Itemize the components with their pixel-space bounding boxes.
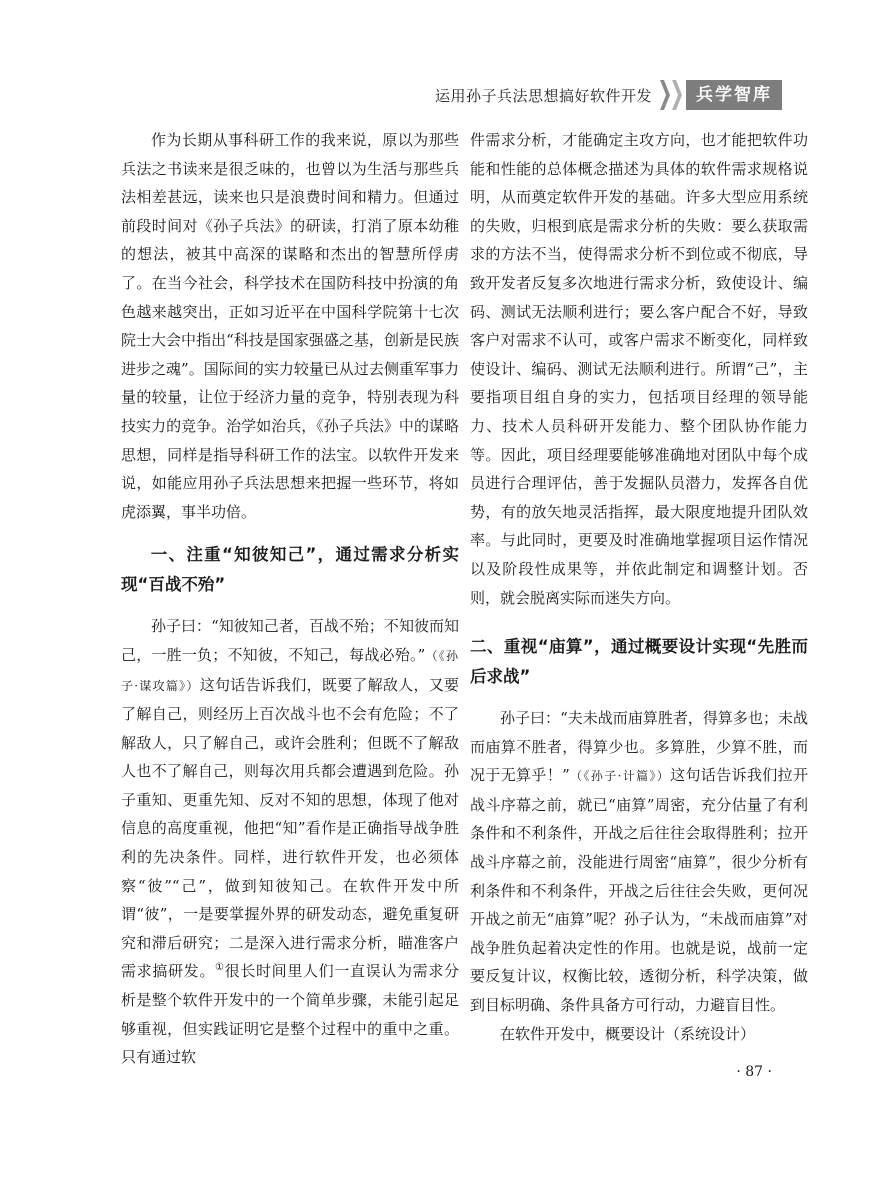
intro-paragraph: 作为长期从事科研工作的我来说，原以为那些兵法之书读来是很乏味的，也曾以为生活与那些兵法相差甚远，读来也只是浪费时间和精力。但通过前段时间对《孙子兵法》的研读，打消了原本幼稚的想法，被其中高深的谋略和杰出的智慧所俘虏了。在当今社会，科学技术在国防科技中扮演的角色越来越突出，正如习近平在中国科学院第十七次院士大会中指出“科技是国家强盛之基，创新是民族进步之魂”。国际间的实力较量已从过去侧重军事力量的较量，让位于经济力量的竞争，特别表现为科技实力的竞争。治学如治兵，《孙子兵法》中的谋略思想，同样是指导科研工作的法宝。以软件开发来说，如能应用孙子兵法思想来把握一些环节，将如虎添翼，事半功倍。 xyxy=(121,131,459,521)
quote-paragraph-2 xyxy=(470,704,808,1020)
paragraph-2: 这句话告诉我们拉开战斗序幕之前，就已“庙算”周密，充分估量了有利条件和不利条件，开战之后往往会取得胜利；拉开战斗序幕之前，没能进行周密“庙算”，很少分析有利条件和不利条件，开战之后往往会失败，更何况开战之前无“庙算”呢？孙子认为，“未战而庙算”对战争胜负起着决定性的作用。也就是说，战前一定要反复计议，权衡比较，透彻分析，科学决策，做到目标明确、条件具备方可行动，力避盲目性。 xyxy=(470,766,808,1015)
paragraph-1-continued: 很长时间里人们一直误认为需求分析是整个软件开发中的一个简单步骤，未能引起足够重视，但实践证明它是整个过程中的重中之重。只有通过软 xyxy=(121,962,459,1067)
continued-paragraph: 件需求分析，才能确定主攻方向，也才能把软件功能和性能的总体概念描述为具体的软件需求规格说明，从而奠定软件开发的基础。许多大型应用系统的失败，归根到底是需求分析的失败：要么获取需求的方法不当，使得需求分析不到位或不彻底，导致开发者反复多次地进行需求分析，致使设计、编码、测试无法顺利进行；要么客户配合不好，导致客户对需求不认可，或客户需求不断变化，同样致使设计、编码、测试无法顺利进行。所谓“己”，主要指项目组自身的实力，包括项目经理的领导能力、技术人员科研开发能力、整个团队协作能力等。因此，项目经理要能够准确地对团队中每个成员进行合理评估，善于发掘队员潜力，发挥各自优势，有的放矢地灵活指挥，最大限度地提升团队效率。与此同时，更要及时准确地掌握项目运作情况以及阶段性成果等，并依此制定和调整计划。否则，就会脱离实际而迷失方向。 xyxy=(470,131,808,607)
quote-2-source: （《孙子·计篇》） xyxy=(569,769,671,784)
left-column xyxy=(121,126,459,1072)
running-header xyxy=(435,80,782,110)
right-column xyxy=(470,126,808,1048)
page-number: · 87 · xyxy=(736,1064,772,1080)
quote-2: 孙子曰：“夫未战而庙算胜者，得算多也；未战而庙算不胜者，得算少也。多算胜，少算不胜，而况于无算乎！” xyxy=(470,709,808,785)
chevron-right-icon xyxy=(660,80,670,110)
paragraph-3: 在软件开发中，概要设计（系统设计） xyxy=(500,1024,756,1043)
article-title: 运用孙子兵法思想搞好软件开发 xyxy=(434,86,652,105)
quote-1-source: （《孙子·谋攻篇》） xyxy=(121,648,459,693)
chevron-right-icon xyxy=(672,80,682,110)
quote-paragraph-1 xyxy=(121,612,459,1072)
section-heading-2: 二、重视“庙算”，通过概要设计实现“先胜而后求战” xyxy=(470,637,808,687)
quote-1: 孙子曰：“知彼知己者，百战不殆；不知彼而知己，一胜一负；不知彼，不知己，每战必殆。” xyxy=(121,617,459,664)
column-badge: 兵学智库 xyxy=(686,80,782,110)
footnote-marker: ① xyxy=(215,962,225,974)
paragraph-1: 这句话告诉我们，既要了解敌人，又要了解自己，则经历上百次战斗也不会有危险；不了解敌人，只了解自己，或许会胜利；但既不了解敌人也不了解自己，则每次用兵都会遭遇到危险。孙子重知、更重先知、反对不知的思想，体现了他对信息的高度重视，他把“知”看作是正确指导战争胜利的先决条件。同样，进行软件开发，也必须体察“彼”“己”，做到知彼知己。在软件开发中所谓“彼”，一是要掌握外界的研发动态，避免重复研究和滞后研究；二是深入进行需求分析，瞄准客户需求搞研发。 xyxy=(121,675,459,981)
section-heading-1: 一、注重“知彼知己”，通过需求分析实现“百战不殆” xyxy=(121,545,459,595)
